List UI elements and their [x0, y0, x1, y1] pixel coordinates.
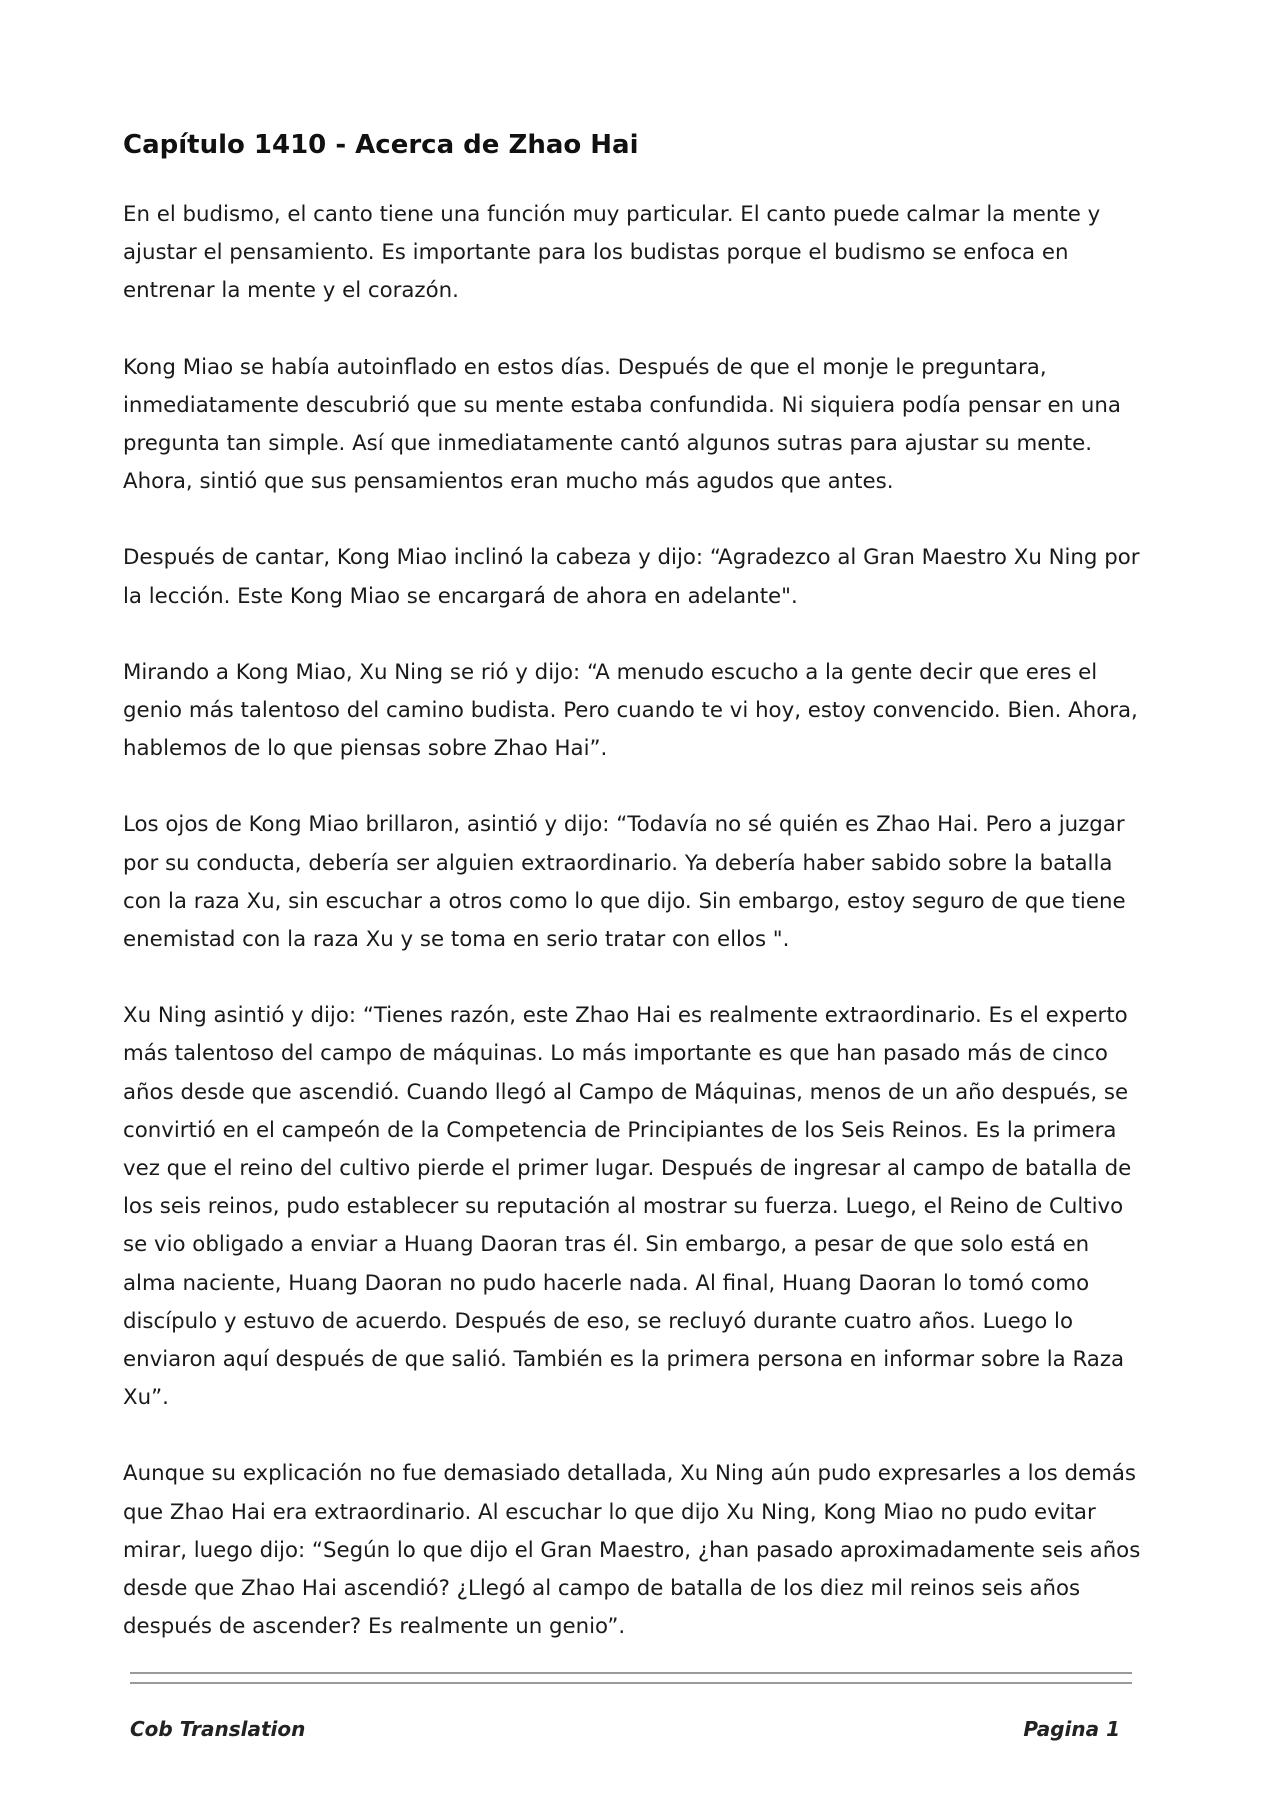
page-footer	[130, 1714, 1120, 1744]
paragraph-4: Mirando a Kong Miao, Xu Ning se rió y dijo: “A menudo escucho a la gente decir que eres el genio más talentoso del camino budista. Pero cuando te vi hoy, estoy convencido. Bien. Ahora, hablemos de lo que piensas sobre Zhao Hai”.	[123, 659, 1138, 762]
paragraph-6: Xu Ning asintió y dijo: “Tienes razón, este Zhao Hai es realmente extraordinario. Es el experto más talentoso del campo de máquinas. Lo más importante es que han pasado más de cinco años desde que ascendió. Cuando llegó al Campo de Máquinas, menos de un año después, se convirtió en el campeón de la Competencia de Principiantes de los Seis Reinos. Es la primera vez que el reino del cultivo pierde el primer lugar. Después de ingresar al campo de batalla de los seis reinos, pudo establecer su reputación al mostrar su fuerza. Luego, el Reino de Cultivo se vio obligado a enviar a Huang Daoran tras él. Sin embargo, a pesar de que solo está en alma naciente, Huang Daoran no pudo hacerle nada. Al final, Huang Daoran lo tomó como discípulo y estuvo de acuerdo. Después de eso, se recluyó durante cuatro años. Luego lo enviaron aquí después de que salió. También es la primera persona en informar sobre la Raza Xu”.	[123, 1003, 1132, 1411]
paragraph-5: Los ojos de Kong Miao brillaron, asintió y dijo: “Todavía no sé quién es Zhao Hai. Pero a juzgar por su conducta, debería ser alguien extraordinario. Ya debería haber sabido sobre la batalla con la raza Xu, sin escuchar a otros como lo que dijo. Sin embargo, estoy seguro de que tiene enemistad con la raza Xu y se toma en serio tratar con ellos ".	[123, 812, 1126, 953]
footer-divider-top	[130, 1672, 1132, 1674]
document-body	[123, 128, 1143, 1685]
paragraph-7: Aunque su explicación no fue demasiado detallada, Xu Ning aún pudo expresarles a los demás que Zhao Hai era extraordinario. Al escuchar lo que dijo Xu Ning, Kong Miao no pudo evitar mirar, luego dijo: “Según lo que dijo el Gran Maestro, ¿han pasado aproximadamente seis años desde que Zhao Hai ascendió? ¿Llegó al campo de batalla de los diez mil reinos seis años después de ascender? Es realmente un genio”.	[123, 1461, 1141, 1640]
footer-translator: Cob Translation	[130, 1717, 306, 1741]
footer-divider-bottom	[130, 1682, 1132, 1684]
chapter-title: Capítulo 1410 - Acerca de Zhao Hai	[123, 130, 639, 160]
paragraph-3: Después de cantar, Kong Miao inclinó la cabeza y dijo: “Agradezco al Gran Maestro Xu Ning por la lección. Este Kong Miao se encargará de ahora en adelante".	[123, 545, 1140, 609]
footer-page-number: Pagina 1	[1023, 1717, 1120, 1741]
paragraph-2: Kong Miao se había autoinflado en estos días. Después de que el monje le preguntara, inmediatamente descubrió que su mente estaba confundida. Ni siquiera podía pensar en una pregunta tan simple. Así que inmediatamente cantó algunos sutras para ajustar su mente. Ahora, sintió que sus pensamientos eran mucho más agudos que antes.	[123, 354, 1121, 495]
paragraph-1: En el budismo, el canto tiene una función muy particular. El canto puede calmar la mente y ajustar el pensamiento. Es importante para los budistas porque el budismo se enfoca en entrenar la mente y el corazón.	[123, 202, 1101, 304]
